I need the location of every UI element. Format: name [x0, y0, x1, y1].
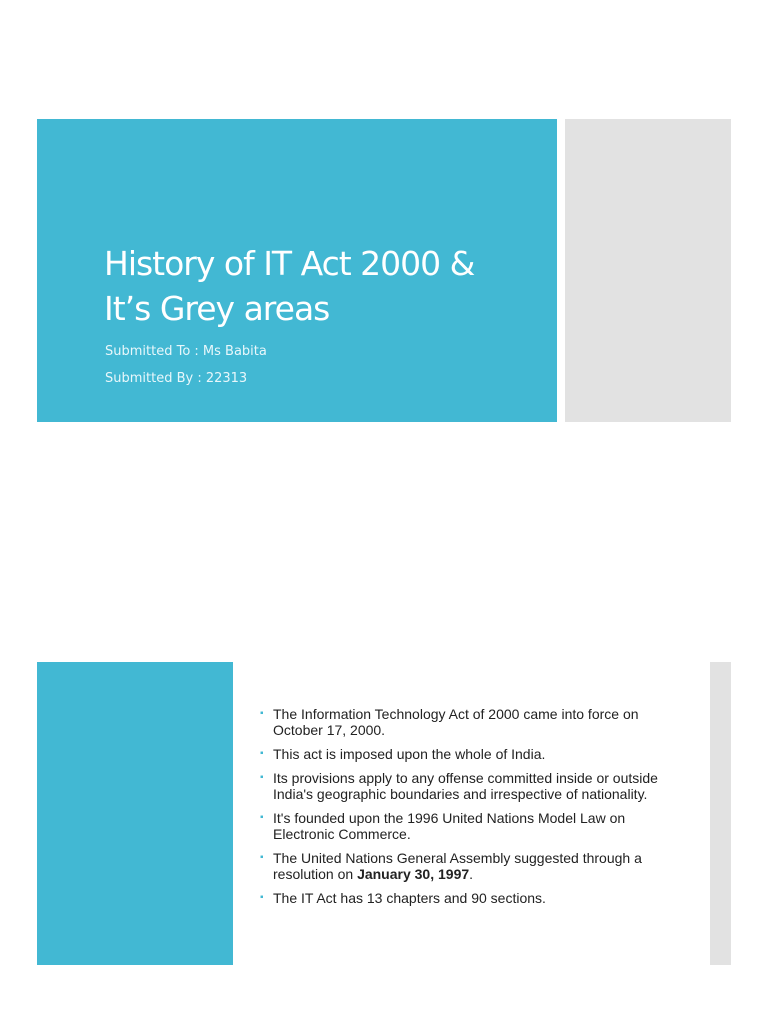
slide-title-line-1: History of IT Act 2000 & [104, 244, 475, 283]
bullet-icon: ▪ [260, 708, 264, 719]
bullet-item [259, 890, 679, 906]
bullet-date-bold: January 30, 1997 [357, 866, 470, 882]
bullet-item [259, 746, 679, 762]
bullet-text: This act is imposed upon the whole of India. [273, 746, 546, 762]
bullet-text-before: The United Nations General Assembly suggested through a resolution on [273, 850, 642, 882]
bullet-item [259, 850, 679, 882]
submitted-by-text: Submitted By : 22313 [105, 371, 248, 386]
bullet-icon: ▪ [260, 852, 264, 863]
bullet-icon: ▪ [260, 812, 264, 823]
bullet-text: It's founded upon the 1996 United Nations Model Law on Electronic Commerce. [273, 810, 626, 842]
submitted-to-text: Submitted To : Ms Babita [105, 344, 267, 359]
title-slide-grey-panel [565, 119, 731, 422]
content-slide-grey-strip [710, 662, 731, 965]
slide-title-line-2: It’s Grey areas [104, 289, 330, 328]
bullet-item [259, 770, 679, 802]
bullet-item [259, 810, 679, 842]
bullet-text: The Information Technology Act of 2000 came into force on October 17, 2000. [273, 706, 639, 738]
bullet-text-after: . [469, 866, 474, 882]
bullet-list [259, 706, 679, 914]
bullet-item [259, 706, 679, 738]
slide-title [104, 241, 544, 331]
bullet-icon: ▪ [260, 772, 264, 783]
bullet-icon: ▪ [260, 892, 264, 903]
bullet-text: The IT Act has 13 chapters and 90 sections. [273, 890, 546, 906]
content-slide-teal-panel [37, 662, 233, 965]
bullet-icon: ▪ [260, 748, 264, 759]
bullet-text: Its provisions apply to any offense committed inside or outside India's geographic boundaries and irrespective of nationality. [273, 770, 658, 802]
